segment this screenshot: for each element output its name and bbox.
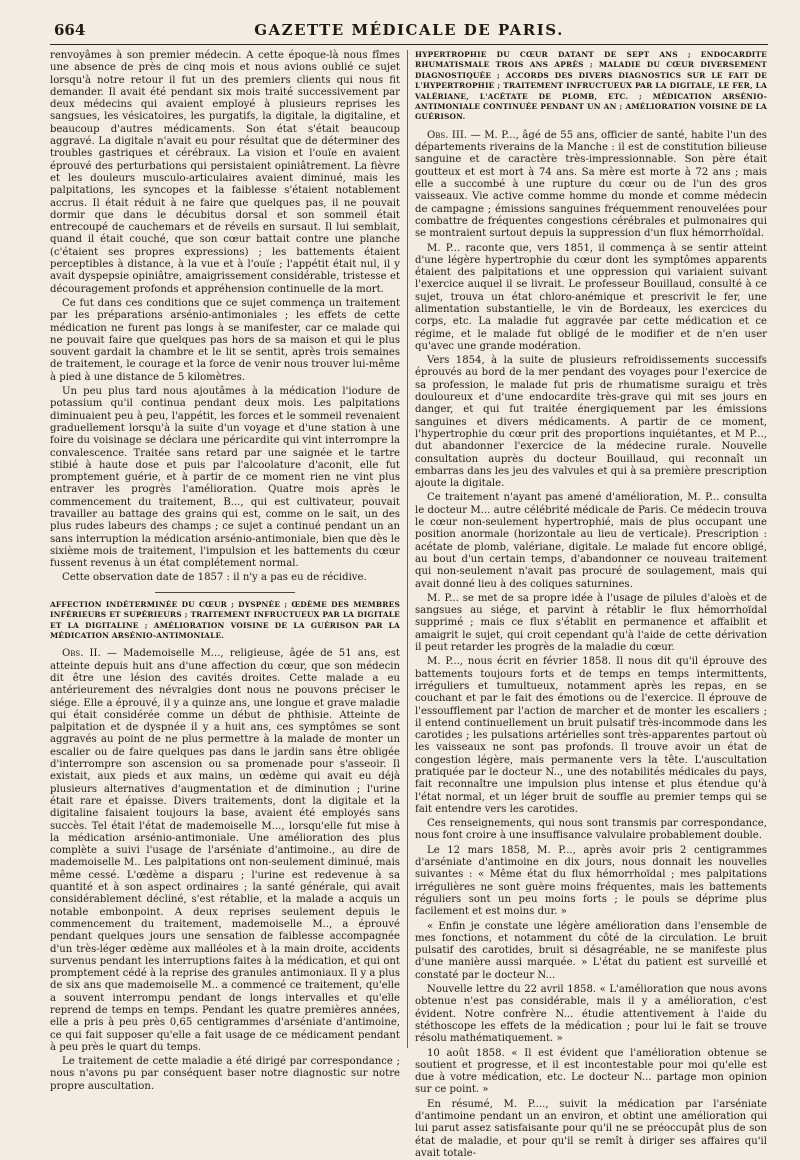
paragraph: renvoyâmes à son premier médecin. A cette époque-là nous fîmes une absence de près de cinq mois et nous avions oublié ce sujet lorsqu'à notre retour il fut un des premiers clients qui nous fit demander. Il avait été pendant six mois traité successivement par deux médecins qui avaient employé à plusieurs reprises les sangsues, les vésicatoires, les purgatifs, la digitale, la digitaline, et beaucoup d'autres médicaments. Son état s'était beaucoup aggravé. La digitale n'avait eu pour résultat que de déterminer des troubles gastriques et cérébraux. La vision et l'ouïe en avaient éprouvé des perturbations qui persistaient opiniâtrement. La fièvre et les douleurs musculo-articulaires avaient diminué, mais les palpitations, les syncopes et la faiblesse s'étaient notablement accrus. Il était réduit à ne faire que quelques pas, il ne pouvait dormir que dans le décubitus dorsal et son sommeil était entrecoupé de cauchemars et de réveils en sursaut. Il lui semblait, quand il était couché, que son cœur battait contre une planche (c'étaient ses propres expressions) ; les battements étaient perceptibles à distance, à la vue et à l'ouïe ; l'appétit était nul, il y avait dyspepsie opiniâtre, amaigrissement considérable, tristesse et découragement profonds et appréhension continuelle de la mort. xyxy=(50,50,400,295)
paragraph: Le traitement de cette maladie a été dirigé par correspondance ; nous n'avons pu par conséquent baser notre diagnostic sur notre propre auscultation. xyxy=(50,1056,400,1092)
observation-text: — M. P..., âgé de 55 ans, officier de santé, habite l'un des départements riverains de la Manche : il est de constitution bilieuse sanguine et de caractère très-impressionnable. Son père était goutteux et est mort à 74 ans. Sa mère est morte à 72 ans ; mais elle a succombé à une rupture du cœur ou de l'un des gros vaisseaux. Vie active comme homme du monde et comme médecin de campagne ; émissions sanguines fréquemment renouvelées pour combattre de fréquentes congestions cérébrales et pulmonaires qui se montraient surtout depuis la suppression d'un flux hémorrhoïdal. xyxy=(415,129,767,240)
column-rule xyxy=(407,50,408,1048)
paragraph: Nouvelle lettre du 22 avril 1858. « L'amélioration que nous avons obtenue n'est pas considérable, mais il y a amélioration, c'est évident. Notre confrère N... étudie attentivement à l'aide du stéthoscope les effets de la médication ; pour lui le fait se trouve résolu mathématiquement. » xyxy=(415,984,767,1045)
paragraph: M. P... raconte que, vers 1851, il commença à se sentir atteint d'une légère hypertrophie du cœur dont les symptômes apparents étaient des palpitations et une oppression qui variaient suivant l'exercice auquel il se livrait. Le professeur Bouillaud, consulté à ce sujet, trouva un état chloro-anémique et prescrivit le fer, une alimentation substantielle, le vin de Bordeaux, les exercices du corps, etc. La maladie fut aggravée par cette médication et ce régime, et le malade fut obligé de le modifier et de n'en user qu'avec une grande modération. xyxy=(415,242,767,352)
paragraph: Le 12 mars 1858, M. P..., après avoir pris 2 centigrammes d'arséniate d'antimoine en dix jours, nous donnait les nouvelles suivantes : « Même état du flux hémorrhoïdal ; mes palpitations irrégulières ne sont guère moins fréquentes, mais les battements réguliers sont un peu moins forts ; le pouls se déprime plus facilement et est moins dur. » xyxy=(415,844,767,918)
paragraph: Ces renseignements, qui nous sont transmis par correspondance, nous font croire à une insuffisance valvulaire probablement double. xyxy=(415,818,767,842)
paragraph: M. P..., nous écrit en février 1858. Il nous dit qu'il éprouve des battements toujours forts et de temps en temps intermittents, irréguliers et tumultueux, notamment après les repas, en se couchant et par le fait des émotions ou de l'exercice. Il éprouve de l'essoufflement par l'action de marcher et de monter les escaliers ; il entend continuellement un bruit pulsatif très-incommode dans les carotides ; les pulsations artérielles sont très-apparentes partout où les vaisseaux ne sont pas profonds. Il trouve avoir un état de congestion légère, mais permanente vers la tête. L'auscultation pratiquée par le docteur N.., une des notabilités médicales du pays, fait reconnaître une impulsion plus intense et plus étendue qu'à l'état normal, et un léger bruit de souffle au premier temps qui se fait entendre vers les carotides. xyxy=(415,656,767,815)
observation-heading: AFFECTION INDÉTERMINÉE DU CŒUR ; DYSPNÉE ; ŒDÈME DES MEMBRES INFÉRIEURS ET SUPÉRIEURS ; TRAITEMENT INFRUCTUEUX PAR LA DIGITALE ET LA DIGITALINE ; AMÉLIORATION VOISINE DE LA GUÉRISON PAR LA MÉDICATION ARSÉNIO-ANTIMONIALE. xyxy=(50,599,400,640)
paragraph: M. P... se met de sa propre idée à l'usage de pilules d'aloès et de sangsues au siége, et parvint à rétablir le flux hémorrhoïdal supprimé ; mais ce flux s'établit en permanence et affaiblit et amaigrit le sujet, qui croit cependant qu'à l'aide de cette dérivation il peut retarder les progrès de la maladie du cœur. xyxy=(415,592,767,654)
page-header xyxy=(50,18,768,45)
paragraph: 10 août 1858. « Il est évident que l'amélioration obtenue se soutient et progresse, et il est incontestable pour moi qu'elle est due à votre médication, etc. Le docteur N... partage mon opinion sur ce point. » xyxy=(415,1047,767,1096)
observation-paragraph xyxy=(50,648,400,1054)
journal-title: GAZETTE MÉDICALE DE PARIS. xyxy=(254,21,564,39)
right-column xyxy=(415,50,767,1159)
observation-text: — Mademoiselle M..., religieuse, âgée de 51 ans, est atteinte depuis huit ans d'une affection du cœur, que son médecin dit être une lésion des cavités droites. Cette malade a eu antérieurement des névralgies dont nous ne pouvons préciser le siége. Elle a éprouvé, il y a quinze ans, une longue et grave maladie qui était considérée comme un début de phthisie. Atteinte de palpitation et de dyspnée il y a huit ans, ces symptômes se sont aggravés au point de ne plus permettre à la malade de monter un escalier ou de faire quelques pas dans le jardin sans être obligée d'interrompre son ascension ou sa promenade pour s'asseoir. Il existait, aux pieds et aux mains, un œdème qui avait eu déjà plusieurs alternatives d'augmentation et de diminution ; l'urine était rare et épaisse. Divers traitements, dont la digitale et la digitaline faisaient toujours la base, avaient été employés sans succès. Tel était l'état de mademoiselle M..., lorsqu'elle fut mise à la médication arsénio-antimoniale. Une amélioration des plus complète a suivi l'usage de l'arséniate d'antimoine., au dire de mademoiselle M.. Les palpitations ont non-seulement diminué, mais même cessé. L'œdème a disparu ; l'urine est redevenue à sa quantité et à son aspect ordinaires ; la santé générale, qui avait considérablement décliné, s'est rétablie, et la malade a acquis un notable embonpoint. A deux reprises seulement depuis le commencement du traitement, mademoiselle M.., a éprouvé pendant quelques jours une sensation de faiblesse accompagnée d'un très-léger œdème aux malléoles et à la main droite, accidents survenus pendant les interruptions faites à la médication, et qui ont promptement cédé à la reprise des granules antimoniaux. Il y a plus de six ans que mademoiselle M.. a commencé ce traitement, qu'elle a souvent interrompu pendant de longs intervalles et qu'elle reprend de temps en temps. Pendant les quatre premières années, elle a pris à peu près 0,65 centigrammes d'arséniate d'antimoine, ce qui fait supposer qu'elle a fait usage de ce médicament pendant à peu près le quart du temps. xyxy=(50,648,400,1053)
paragraph: Un peu plus tard nous ajoutâmes à la médication l'iodure de potassium qu'il continua pendant deux mois. Les palpitations diminuaient peu à peu, l'appétit, les forces et le sommeil revenaient graduellement lorsqu'à la suite d'un voyage et d'une station à une foire du voisinage se déclara une péricardite qui vint interrompre la convalescence. Traitée sans retard par une saignée et le tartre stibié à haute dose et puis par l'alcoolature d'aconit, elle fut promptement guérie, et à partir de ce moment rien ne vint plus entraver les progrès l'amélioration. Quatre mois après le commencement du traitement, B..., qui est cultivateur, pouvait travailler au battage des grains qui est, comme on le sait, un des plus rudes labeurs des champs ; ce sujet a continué pendant un an sans interruption la médication arsénio-antimoniale, bien que dès le sixième mois de traitement, l'impulsion et les battements du cœur fussent revenus à un état complétement normal. xyxy=(50,386,400,570)
paragraph: Ce traitement n'ayant pas amené d'amélioration, M. P... consulta le docteur M... autre célébrité médicale de Paris. Ce médecin trouva le cœur non-seulement hypertrophié, mais de plus occupant une position anormale (horizontale au lieu de verticale). Prescription : acétate de plomb, valériane, digitale. Le malade fut encore obligé, au bout d'un certain temps, d'abandonner ce nouveau traitement qui non-seulement n'avait pas procuré de soulagement, mais qui avait donné lieu à des coliques saturnines. xyxy=(415,492,767,590)
page-number: 664 xyxy=(54,21,86,39)
observation-paragraph xyxy=(415,130,767,241)
paragraph: Cette observation date de 1857 : il n'y a pas eu de récidive. xyxy=(62,572,367,584)
paragraph: « Enfin je constate une légère amélioration dans l'ensemble de mes fonctions, et notamment du côté de la circulation. Le bruit pulsatif des carotides, bruit si désagréable, ne se manifeste plus d'une manière aussi marquée. » L'état du patient est surveillé et constaté par le docteur N... xyxy=(415,920,767,981)
paragraph: En résumé, M. P...., suivit la médication par l'arséniate d'antimoine pendant un an environ, et obtint une amélioration qui lui parut assez satisfaisante pour qu'il ne se préoccupât plus de son état de maladie, et pour qu'il se remît à diriger ses affaires qu'il avait totale- xyxy=(415,1098,767,1159)
paragraph: Ce fut dans ces conditions que ce sujet commença un traitement par les préparations arsénio-antimoniales ; les effets de cette médication ne furent pas longs à se manifester, car ce malade qui ne pouvait faire que quelques pas hors de sa maison et qui le plus souvent gardait la chambre et le lit se sentit, après trois semaines de traitement, le courage et la force de venir nous trouver lui-même à pied à une distance de 5 kilomètres. xyxy=(50,297,400,383)
observation-number: Obs. II. xyxy=(62,648,101,660)
observation-number: Obs. III. xyxy=(427,129,468,141)
paragraph: Vers 1854, à la suite de plusieurs refroidissements successifs éprouvés au bord de la mer pendant des voyages pour l'exercice de sa profession, le malade fut pris de rhumatisme suraigu et très douloureux et d'une endocardite très-grave qui mit ses jours en danger, et qui fut traitée énergiquement par les émissions sanguines et divers médicaments. A partir de ce moment, l'hypertrophie du cœur prit des proportions inquiétantes, et M P..., dut abandonner l'exercice de la médecine rurale. Nouvelle consultation auprès du docteur Bouillaud, qui reconnaît un embarras dans les jeu des valvules et qui à sa première prescription ajoute la digitale. xyxy=(415,355,767,490)
observation-heading: HYPERTROPHIE DU CŒUR DATANT DE SEPT ANS ; ENDOCARDITE RHUMATISMALE TROIS ANS APRÈS ; MALADIE DU CŒUR DIVERSEMENT DIAGNOSTIQUÉE ; ACCORDS DES DIVERS DIAGNOSTICS SUR LE FAIT DE L'HYPERTROPHIE ; TRAITEMENT INFRUCTUEUX PAR LA DIGITALE, LE FER, LA VALÉRIANE, L'ACÉTATE DE PLOMB, ETC. ; MÉDICATION ARSÉNIO-ANTIMONIALE CONTINUÉE PENDANT UN AN ; AMÉLIORATION VOISINE DE LA GUÉRISON. xyxy=(415,50,767,122)
left-column xyxy=(50,50,400,1092)
section-divider xyxy=(155,592,295,593)
